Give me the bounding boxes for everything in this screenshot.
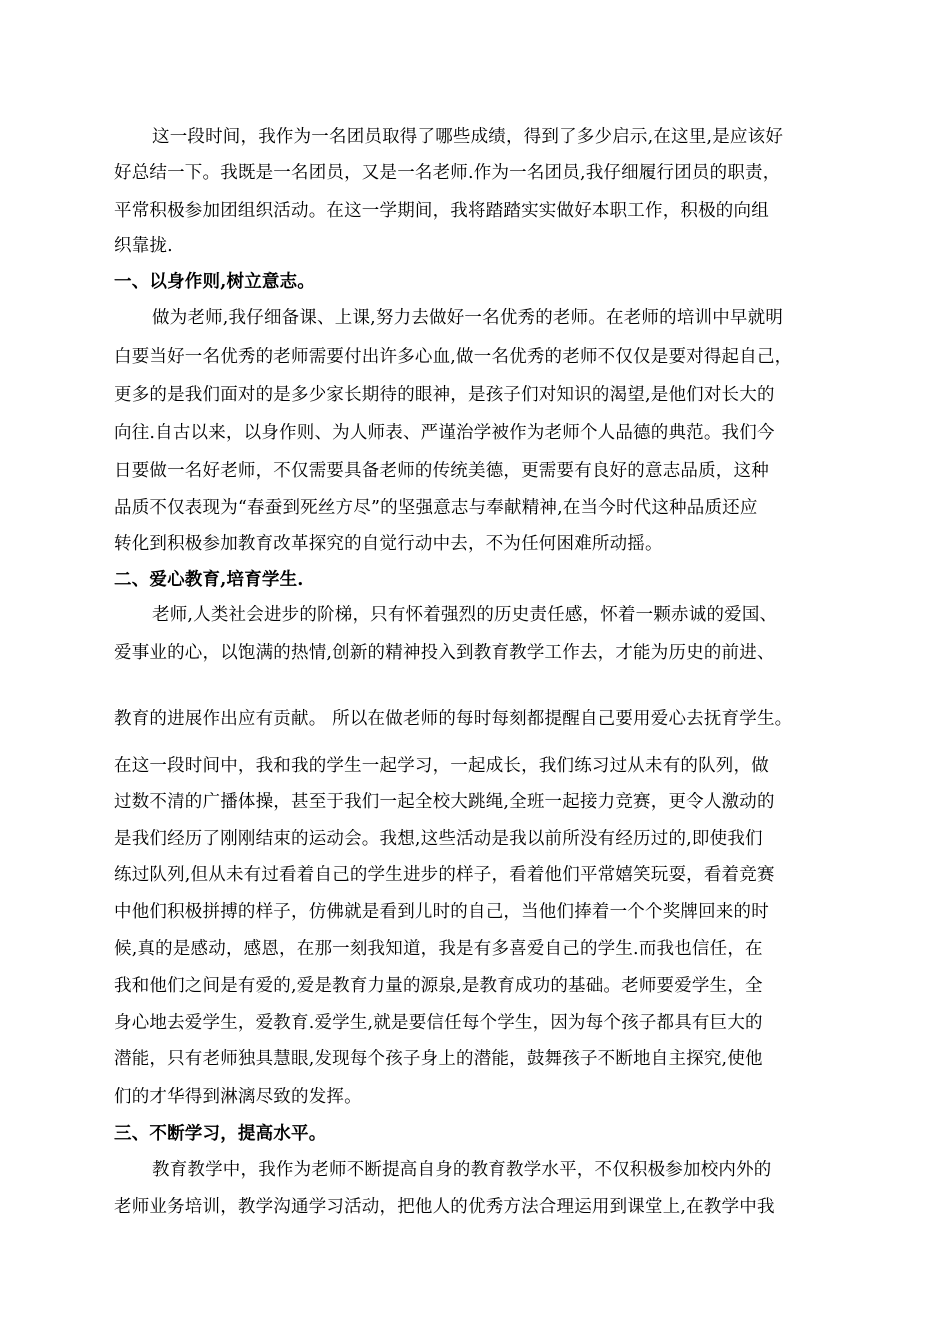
paragraph-line: 是我们经历了刚刚结束的运动会。我想,这些活动是我以前所没有经历过的,即使我们 [114, 829, 763, 849]
paragraph-line: 潜能，只有老师独具慧眼,发现每个孩子身上的潜能，鼓舞孩子不断地自主探究,使他 [114, 1049, 763, 1069]
paragraph-line: 身心地去爱学生，爱教育.爱学生,就是要信任每个学生，因为每个孩子都具有巨大的 [114, 1013, 763, 1033]
section-heading: 三、不断学习，提高水平。 [114, 1124, 327, 1144]
paragraph-line: 们的才华得到淋漓尽致的发挥。 [114, 1087, 362, 1107]
paragraph-line: 在这一段时间中，我和我的学生一起学习，一起成长，我们练习过从未有的队列，做 [114, 756, 769, 776]
paragraph-line: 老师,人类社会进步的阶梯，只有怀着强烈的历史责任感，怀着一颗赤诚的爱国、 [152, 605, 778, 625]
paragraph-line: 过数不清的广播体操，甚至于我们一起全校大跳绳,全班一起接力竞赛，更令人激动的 [114, 792, 775, 812]
paragraph-line: 向往.自古以来，以身作则、为人师表、严谨治学被作为老师个人品德的典范。我们今 [114, 423, 775, 443]
paragraph-line: 中他们积极拼搏的样子，仿佛就是看到儿时的自己，当他们捧着一个个奖牌回来的时 [114, 902, 769, 922]
paragraph-line: 更多的是我们面对的是多少家长期待的眼神，是孩子们对知识的渴望,是他们对长大的 [114, 385, 775, 405]
paragraph-line: 教育教学中，我作为老师不断提高自身的教育教学水平，不仅积极参加校内外的 [152, 1160, 772, 1180]
paragraph-line: 转化到积极参加教育改革探究的自觉行动中去，不为任何困难所动摇。 [114, 534, 663, 554]
paragraph-line: 织靠拢. [114, 236, 173, 256]
paragraph-line: 做为老师,我仔细备课、上课,努力去做好一名优秀的老师。在老师的培训中早就明 [152, 308, 784, 328]
paragraph-line: 日要做一名好老师，不仅需要具备老师的传统美德，更需要有良好的意志品质，这种 [114, 461, 769, 481]
paragraph-line: 我和他们之间是有爱的,爱是教育力量的源泉,是教育成功的基础。老师要爱学生，全 [114, 976, 763, 996]
paragraph-line: 教育的进展作出应有贡献。 所以在做老师的每时每刻都提醒自己要用爱心去抚育学生。 [114, 709, 793, 729]
paragraph-line: 爱事业的心，以饱满的热情,创新的精神投入到教育教学工作去，才能为历史的前进、 [114, 643, 775, 663]
paragraph-line: 好总结一下。我既是一名团员，又是一名老师.作为一名团员,我仔细履行团员的职责， [114, 163, 781, 183]
section-heading: 二、爱心教育,培育学生. [114, 570, 304, 590]
paragraph-line: 白要当好一名优秀的老师需要付出许多心血,做一名优秀的老师不仅仅是要对得起自己， [114, 347, 793, 367]
paragraph-line: 老师业务培训，教学沟通学习活动，把他人的优秀方法合理运用到课堂上,在教学中我 [114, 1197, 775, 1217]
paragraph-line: 平常积极参加团组织活动。在这一学期间，我将踏踏实实做好本职工作，积极的向组 [114, 201, 769, 221]
paragraph-line: 练过队列,但从未有过看着自己的学生进步的样子，看着他们平常嬉笑玩耍，看着竞赛 [114, 865, 775, 885]
paragraph-line: 品质不仅表现为“春蚕到死丝方尽”的坚强意志与奉献精神,在当今时代这种品质还应 [114, 498, 758, 518]
paragraph-line: 这一段时间，我作为一名团员取得了哪些成绩，得到了多少启示,在这里,是应该好 [152, 127, 784, 147]
paragraph-line: 候,真的是感动，感恩，在那一刻我知道，我是有多喜爱自己的学生.而我也信任，在 [114, 939, 763, 959]
section-heading: 一、以身作则,树立意志。 [114, 272, 315, 292]
